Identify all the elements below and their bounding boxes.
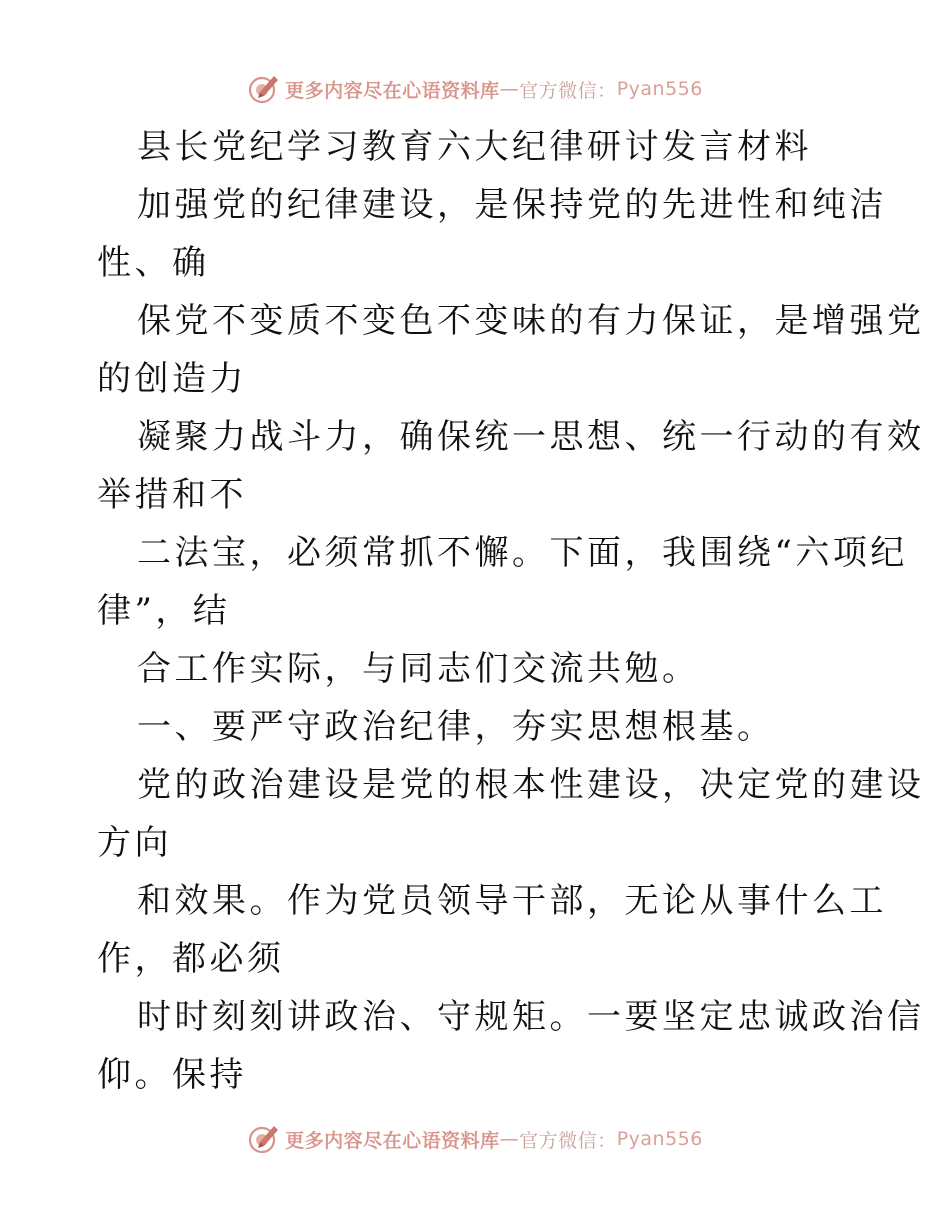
- paragraph-line: 时时刻刻讲政治、守规矩。一要坚定忠诚政治信: [137, 997, 925, 1037]
- section-heading: 一、要严守政治纪律，夯实思想根基。: [137, 707, 775, 747]
- footer-watermark: [0, 1122, 950, 1156]
- paragraph-line: 保党不变质不变色不变味的有力保证，是增强党: [137, 301, 925, 341]
- watermark-wechat-id: Pyan556: [616, 1128, 703, 1150]
- watermark-dash: —: [499, 78, 520, 100]
- paragraph-line: 作，都必须: [97, 939, 285, 979]
- watermark-wechat-id: Pyan556: [616, 78, 703, 100]
- paragraph-line: 凝聚力战斗力，确保统一思想、统一行动的有效: [137, 417, 925, 457]
- watermark-site-name: 更多内容尽在心语资料库: [285, 79, 500, 102]
- watermark-dash: —: [499, 1128, 520, 1150]
- watermark-wechat-label: 官方微信：: [519, 79, 617, 102]
- paragraph-line: 方向: [97, 823, 172, 863]
- paragraph-line: 和效果。作为党员领导干部，无论从事什么工: [137, 881, 887, 921]
- document-title: 县长党纪学习教育六大纪律研讨发言材料: [137, 127, 812, 167]
- pen-nib-logo-icon: [247, 72, 281, 106]
- pen-nib-logo-icon: [247, 1122, 281, 1156]
- paragraph-line: 加强党的纪律建设，是保持党的先进性和纯洁: [137, 185, 887, 225]
- paragraph-line: 性、确: [97, 243, 210, 283]
- paragraph-line: 二法宝，必须常抓不懈。下面，我围绕“六项纪: [137, 533, 908, 573]
- watermark-wechat-label: 官方微信：: [519, 1129, 617, 1152]
- paragraph-line: 律”，结: [97, 591, 231, 631]
- paragraph-line: 仰。保持: [97, 1055, 247, 1095]
- paragraph-line: 合工作实际，与同志们交流共勉。: [137, 649, 700, 689]
- watermark-site-name: 更多内容尽在心语资料库: [285, 1129, 500, 1152]
- paragraph-line: 的创造力: [97, 359, 247, 399]
- paragraph-line: 举措和不: [97, 475, 247, 515]
- header-watermark: [0, 72, 950, 106]
- paragraph-line: 党的政治建设是党的根本性建设，决定党的建设: [137, 765, 925, 805]
